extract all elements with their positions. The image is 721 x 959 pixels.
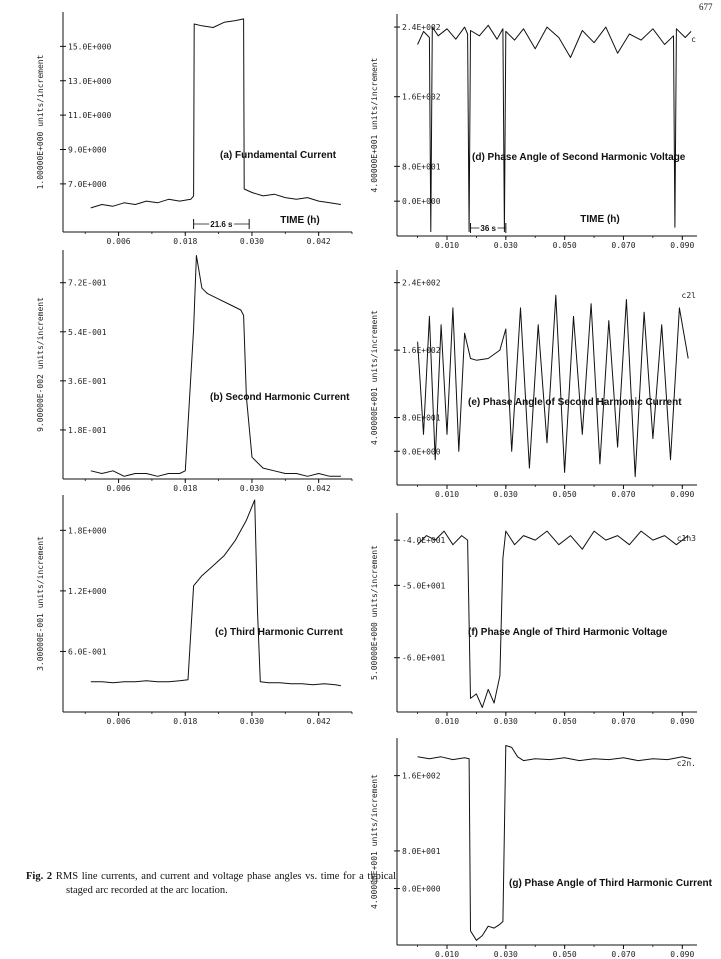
y-axis-label: 4.00000E+001 units/increment bbox=[370, 310, 379, 445]
chart-c-third-harmonic-current bbox=[36, 495, 352, 726]
annotation-label: 21.6 s bbox=[210, 220, 233, 229]
x-tick-label: 0.006 bbox=[106, 484, 131, 493]
x-tick-label: 0.090 bbox=[670, 241, 695, 250]
x-tick-label: 0.010 bbox=[434, 490, 460, 499]
y-tick-label: 1.2E+000 bbox=[68, 586, 107, 596]
x-tick-label: 0.050 bbox=[552, 950, 577, 959]
y-tick-label: 3.6E-001 bbox=[68, 376, 107, 386]
y-tick-label: 7.2E-001 bbox=[68, 278, 107, 288]
x-tick-label: 0.006 bbox=[106, 237, 131, 246]
y-tick-label: 7.0E+000 bbox=[68, 179, 107, 189]
x-axis-label: TIME (h) bbox=[280, 215, 320, 226]
x-tick-label: 0.010 bbox=[434, 950, 460, 959]
x-tick-label: 0.006 bbox=[106, 717, 131, 726]
x-tick-label: 0.030 bbox=[493, 717, 518, 726]
x-tick-label: 0.090 bbox=[670, 950, 695, 959]
chart-title: (g) Phase Angle of Third Harmonic Current bbox=[509, 878, 712, 889]
y-axis-label: 9.00000E-002 units/increment bbox=[36, 297, 45, 432]
x-tick-label: 0.042 bbox=[306, 237, 331, 246]
y-tick-label: 5.4E-001 bbox=[68, 327, 107, 337]
series-line bbox=[418, 295, 689, 476]
x-tick-label: 0.030 bbox=[239, 717, 265, 726]
x-tick-label: 0.030 bbox=[239, 484, 265, 493]
x-tick-label: 0.050 bbox=[552, 490, 577, 499]
y-tick-label: 0.0E+000 bbox=[402, 884, 441, 894]
channel-label: c2n. bbox=[676, 759, 696, 768]
x-tick-label: 0.042 bbox=[306, 717, 331, 726]
y-tick-label: 1.6E+002 bbox=[402, 771, 441, 781]
x-tick-label: 0.030 bbox=[239, 237, 265, 246]
y-tick-label: 1.6E+002 bbox=[402, 92, 441, 102]
y-tick-label: 0.0E+000 bbox=[402, 197, 441, 207]
y-tick-label: -5.0E+001 bbox=[402, 581, 446, 591]
x-tick-label: 0.070 bbox=[611, 950, 636, 959]
caption-text: RMS line currents, and current and voltage phase angles vs. time for a typical staged arc recorded at the arc location. bbox=[55, 871, 397, 896]
chart-title: (f) Phase Angle of Third Harmonic Voltage bbox=[468, 627, 668, 638]
y-tick-label: 1.8E+000 bbox=[68, 526, 107, 536]
x-tick-label: 0.070 bbox=[611, 241, 636, 250]
y-tick-label: 6.0E-001 bbox=[68, 647, 107, 657]
y-tick-label: 0.0E+000 bbox=[402, 447, 441, 457]
y-tick-label: 2.4E+002 bbox=[402, 278, 441, 288]
x-tick-label: 0.090 bbox=[670, 490, 695, 499]
y-axis-label: 4.00000E+001 units/increment bbox=[370, 57, 379, 193]
x-tick-label: 0.050 bbox=[552, 241, 577, 250]
y-tick-label: 9.0E+000 bbox=[68, 145, 107, 155]
y-tick-label: 15.0E+000 bbox=[68, 42, 112, 52]
y-tick-label: -4.0E+001 bbox=[402, 536, 446, 546]
x-tick-label: 0.070 bbox=[611, 490, 636, 499]
y-tick-label: 11.0E+000 bbox=[68, 111, 112, 121]
figure-caption bbox=[26, 870, 396, 897]
x-axis-label: TIME (h) bbox=[580, 214, 620, 225]
series-line bbox=[418, 746, 691, 941]
x-tick-label: 0.018 bbox=[173, 484, 198, 493]
y-tick-label: 2.4E+002 bbox=[402, 23, 441, 33]
series-line bbox=[418, 531, 689, 707]
series-line bbox=[91, 19, 341, 208]
x-tick-label: 0.090 bbox=[670, 717, 695, 726]
x-tick-label: 0.030 bbox=[493, 241, 518, 250]
y-tick-label: 8.0E+001 bbox=[402, 846, 441, 856]
chart-a-fundamental-current bbox=[36, 12, 352, 246]
x-tick-label: 0.010 bbox=[434, 241, 460, 250]
chart-b-second-harmonic-current bbox=[36, 250, 352, 493]
annotation-label: 36 s bbox=[480, 224, 496, 233]
series-line bbox=[418, 25, 691, 231]
chart-title: (b) Second Harmonic Current bbox=[210, 392, 350, 403]
x-tick-label: 0.018 bbox=[173, 717, 198, 726]
y-tick-label: 1.6E+002 bbox=[402, 346, 441, 356]
channel-label: c1h3 bbox=[676, 534, 696, 543]
x-tick-label: 0.070 bbox=[611, 717, 636, 726]
x-tick-label: 0.018 bbox=[173, 237, 198, 246]
y-axis-label: 4.00000E+001 units/increment bbox=[370, 774, 379, 909]
channel-label: c2l bbox=[681, 291, 696, 300]
x-tick-label: 0.030 bbox=[493, 950, 518, 959]
chart-title: (a) Fundamental Current bbox=[220, 150, 337, 161]
series-line bbox=[91, 500, 341, 686]
chart-title: (d) Phase Angle of Second Harmonic Voltage bbox=[472, 152, 686, 163]
x-tick-label: 0.050 bbox=[552, 717, 577, 726]
page-number: 677 bbox=[699, 2, 713, 12]
x-tick-label: 0.010 bbox=[434, 717, 460, 726]
x-tick-label: 0.042 bbox=[306, 484, 331, 493]
y-tick-label: 1.8E-001 bbox=[68, 425, 107, 435]
y-axis-label: 3.00000E-001 units/increment bbox=[36, 536, 45, 671]
chart-g-phase-angle-third-harmonic-current bbox=[370, 738, 713, 959]
chart-title: (c) Third Harmonic Current bbox=[215, 627, 343, 638]
y-axis-label: 5.00000E+000 units/increment bbox=[370, 545, 379, 680]
channel-label: c bbox=[691, 35, 696, 44]
y-tick-label: 8.0E+001 bbox=[402, 162, 441, 172]
caption-label: Fig. 2 bbox=[26, 871, 53, 882]
x-tick-label: 0.030 bbox=[493, 490, 518, 499]
y-tick-label: 13.0E+000 bbox=[68, 76, 112, 86]
y-axis-label: 1.00000E+000 units/increment bbox=[36, 54, 45, 190]
y-tick-label: -6.0E+001 bbox=[402, 653, 446, 663]
chart-f-phase-angle-third-harmonic-voltage bbox=[370, 513, 697, 726]
series-line bbox=[91, 256, 341, 477]
chart-e-phase-angle-second-harmonic-current bbox=[370, 270, 697, 499]
chart-title: (e) Phase Angle of Second Harmonic Current bbox=[468, 397, 682, 408]
chart-d-phase-angle-second-harmonic-voltage bbox=[370, 14, 697, 250]
y-tick-label: 8.0E+001 bbox=[402, 413, 441, 423]
